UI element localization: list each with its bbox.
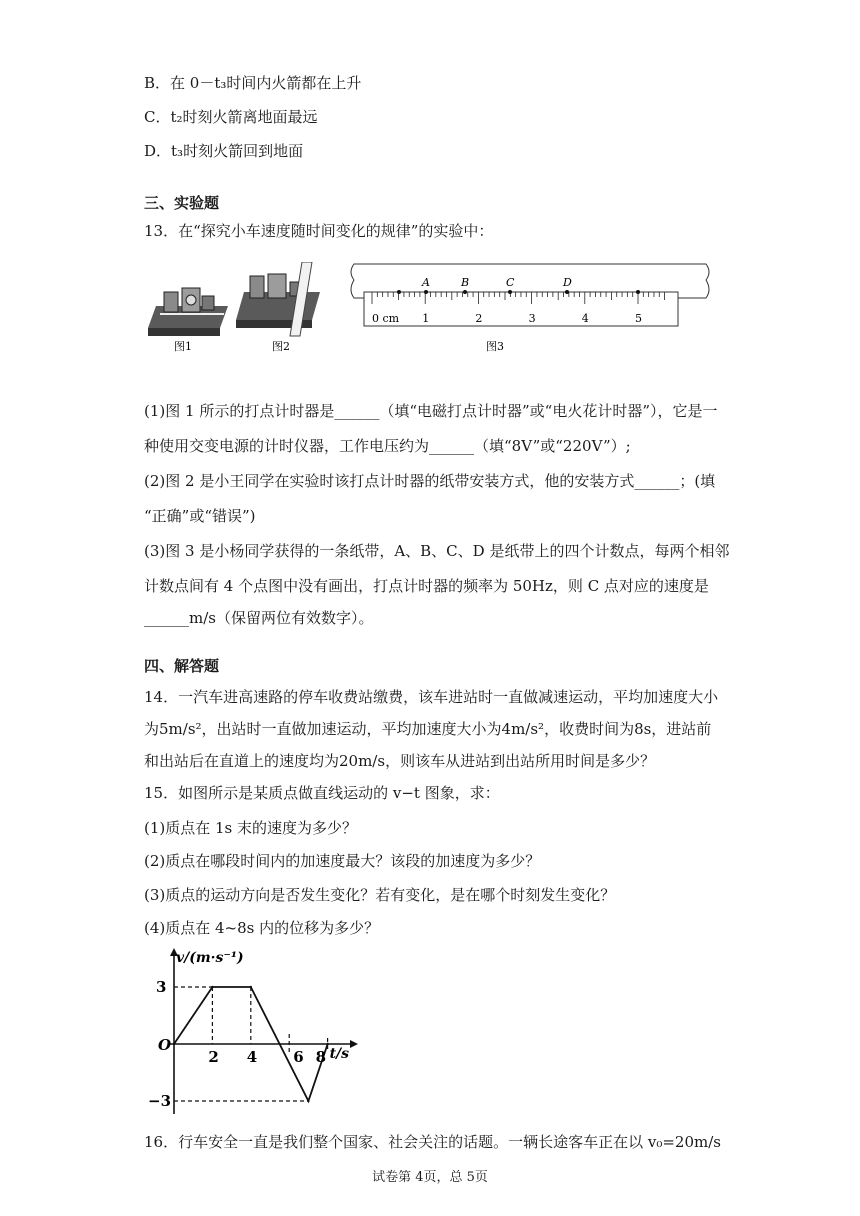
q14-line-2: 为5m/s²，出站时一直做加速运动，平均加速度大小为4m/s²，收费时间为8s，进站前 [144, 720, 712, 738]
figure-1-caption: 图1 [174, 340, 192, 353]
y-tick-label: 3 [156, 978, 167, 996]
q13-line-3: (2)图 2 是小王同学在实验时该打点计时器的纸带安装方式，他的安装方式______；(填 [144, 472, 716, 490]
q15-part-2: (2)质点在哪段时间内的加速度最大？该段的加速度为多少？ [144, 852, 541, 870]
data-point [211, 986, 213, 988]
q14-line-3: 和出站后在直道上的速度均为20m/s，则该车从进站到出站所用时间是多少？ [144, 752, 656, 770]
x-axis-label: t/s [329, 1046, 350, 1062]
data-point [250, 986, 252, 988]
ruler-tick-label-4: 4 [581, 312, 589, 325]
timer-device-figure-2 [236, 262, 320, 336]
data-point [173, 1043, 175, 1045]
ruler-tick-label-5: 5 [635, 312, 642, 325]
ruler-body [364, 292, 678, 326]
tape-point-d [565, 290, 569, 294]
ruler-tick-label-2: 2 [475, 312, 483, 325]
y-axis-label: v/(m·s⁻¹) [176, 950, 244, 966]
x-tick-label: 6 [293, 1048, 304, 1066]
figure-3-caption: 图3 [486, 340, 504, 353]
tape-label-d: D [563, 276, 572, 289]
experiment-figures [140, 262, 720, 362]
ruler-tick-label-3: 3 [528, 312, 536, 325]
q13-line-5: (3)图 3 是小杨同学获得的一条纸带，A、B、C、D 是纸带上的四个计数点，每两个相邻 [144, 542, 730, 560]
tape-point-a [424, 290, 428, 294]
option-d: D．t₃时刻火箭回到地面 [144, 142, 304, 160]
option-b: B．在 0－t₃时间内火箭都在上升 [144, 74, 362, 92]
q13-line-6: 计数点间有 4 个点图中没有画出，打点计时器的频率为 50Hz，则 C 点对应的速度是 [144, 577, 709, 595]
paper-tape-ruler-figure-3 [351, 264, 709, 326]
option-c: C．t₂时刻火箭离地面最远 [144, 108, 318, 126]
q13-line-1: (1)图 1 所示的打点计时器是______（填“电磁打点计时器”或“电火花计时器”），它是一 [144, 402, 718, 420]
section-heading-experiment: 三、实验题 [144, 194, 220, 212]
q14-line-1: 14．一汽车进高速路的停车收费站缴费，该车进站时一直做减速运动，平均加速度大小 [144, 688, 719, 706]
tape-point-b [463, 290, 467, 294]
section-heading-answers: 四、解答题 [144, 657, 220, 675]
y-tick-label: −3 [148, 1092, 172, 1110]
q13-line-7: ______m/s（保留两位有效数字）。 [144, 609, 374, 627]
x-tick-label: 2 [208, 1048, 219, 1066]
page-footer: 试卷第 4页，总 5页 [372, 1170, 488, 1185]
ruler-tick-label-1: 1 [422, 312, 430, 325]
q15-intro: 15．如图所示是某质点做直线运动的 v−t 图象，求： [144, 784, 500, 802]
q15-part-3: (3)质点的运动方向是否发生变化？若有变化，是在哪个时刻发生变化？ [144, 886, 616, 904]
q16-line-1: 16．行车安全一直是我们整个国家、社会关注的话题。一辆长途客车正在以 v₀=20m/s [144, 1133, 721, 1151]
origin-label: O [158, 1036, 172, 1054]
tape-label-c: C [506, 276, 515, 289]
ruler-unit-label: 0 cm [372, 312, 400, 325]
x-axis-arrow [350, 1040, 358, 1048]
tape-label-b: B [461, 276, 470, 289]
q15-part-1: (1)质点在 1s 末的速度为多少？ [144, 819, 358, 837]
tape-point-c [508, 290, 512, 294]
q13-line-4: “正确”或“错误”) [144, 507, 256, 525]
x-tick-label: 8 [315, 1048, 327, 1066]
q13-line-2: 种使用交变电源的计时仪器，工作电压约为______（填“8V”或“220V”）; [144, 437, 631, 455]
x-tick-label: 4 [246, 1048, 258, 1066]
tape-label-a: A [422, 276, 430, 289]
figure-row [140, 262, 720, 362]
q15-part-4: (4)质点在 4~8s 内的位移为多少？ [144, 919, 380, 937]
data-point [307, 1100, 309, 1102]
velocity-time-graph [140, 944, 370, 1120]
data-point [326, 1043, 328, 1045]
question-13-intro: 13．在“探究小车速度随时间变化的规律”的实验中： [144, 222, 494, 240]
timer-device-figure-1 [148, 288, 228, 336]
figure-2-caption: 图2 [272, 340, 290, 353]
